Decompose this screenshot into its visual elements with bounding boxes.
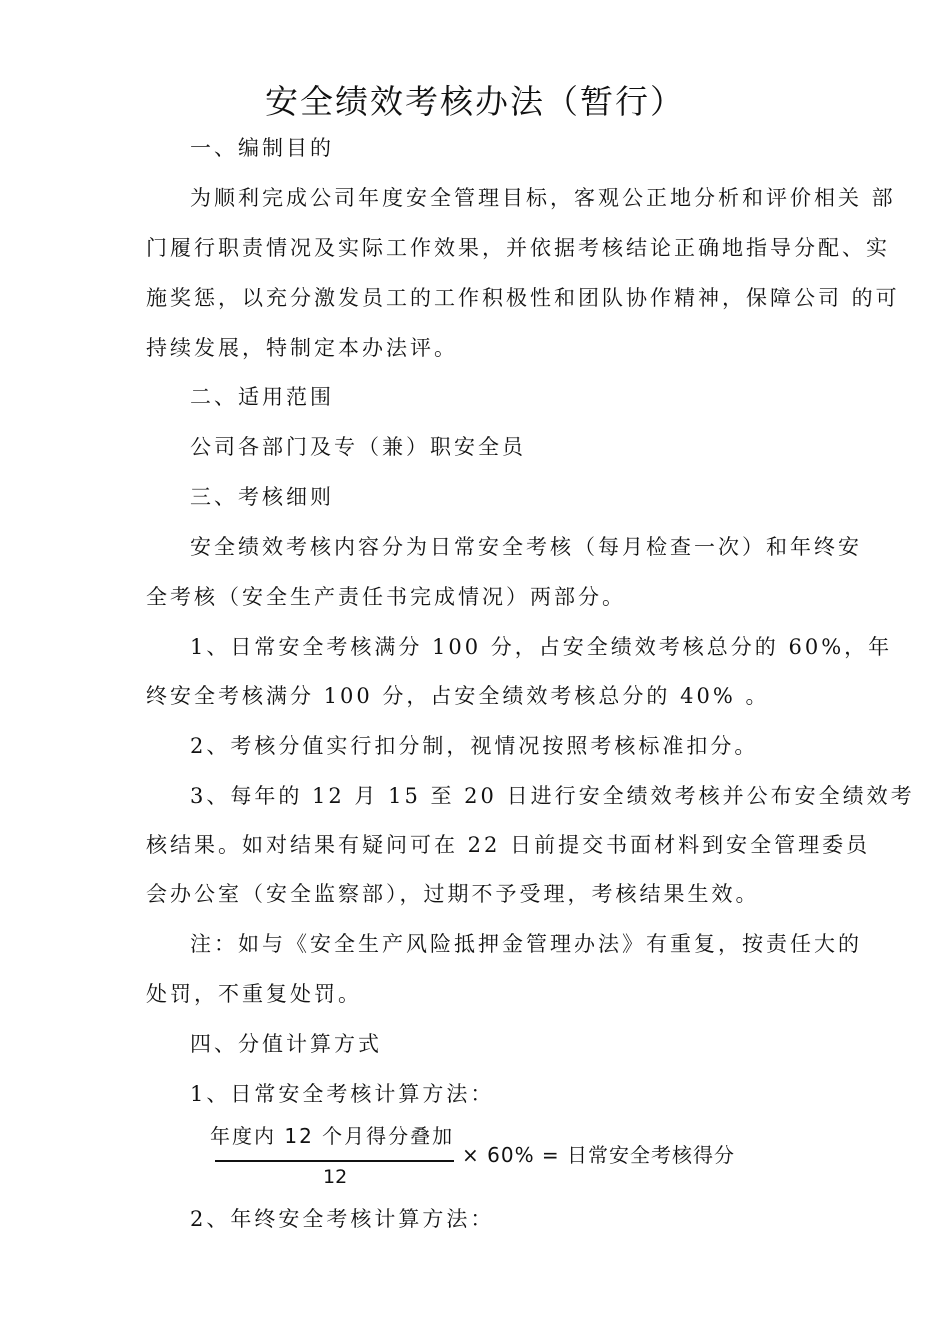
note-line: 注：如与《安全生产风险抵押金管理办法》有重复，按责任大的 <box>190 932 862 956</box>
formula-result: × 60% = 日常安全考核得分 <box>462 1143 736 1167</box>
paragraph-line: 为顺利完成公司年度安全管理目标，客观公正地分析和评价相关 部 <box>190 186 896 210</box>
note-line: 处罚，不重复处罚。 <box>146 982 362 1006</box>
section-heading-rules: 三、考核细则 <box>190 485 334 509</box>
paragraph-line: 门履行职责情况及实际工作效果，并依据考核结论正确地指导分配、实 <box>146 236 890 260</box>
section-heading-calculation: 四、分值计算方式 <box>190 1032 382 1056</box>
paragraph-line: 1、日常安全考核满分 100 分，占安全绩效考核总分的 60%，年 <box>190 635 893 659</box>
paragraph-line: 2、年终安全考核计算方法： <box>190 1207 495 1231</box>
formula-fraction-bar <box>215 1160 454 1162</box>
paragraph-line: 会办公室（安全监察部），过期不予受理，考核结果生效。 <box>146 882 760 906</box>
paragraph-line: 全考核（安全生产责任书完成情况）两部分。 <box>146 585 626 609</box>
paragraph-line: 核结果。如对结果有疑问可在 22 日前提交书面材料到安全管理委员 <box>146 833 871 857</box>
formula-numerator: 年度内 12 个月得分叠加 <box>210 1124 455 1148</box>
paragraph-line: 公司各部门及专（兼）职安全员 <box>190 435 526 459</box>
paragraph-line: 终安全考核满分 100 分，占安全绩效考核总分的 40% 。 <box>146 684 770 708</box>
paragraph-line: 3、每年的 12 月 15 至 20 日进行安全绩效考核并公布安全绩效考 <box>190 784 915 808</box>
paragraph-line: 2、考核分值实行扣分制，视情况按照考核标准扣分。 <box>190 734 759 758</box>
section-heading-purpose: 一、编制目的 <box>190 136 334 160</box>
paragraph-line: 1、日常安全考核计算方法： <box>190 1082 495 1106</box>
paragraph-line: 持续发展，特制定本办法评。 <box>146 336 458 360</box>
document-title: 安全绩效考核办法（暂行） <box>265 82 685 121</box>
paragraph-line: 安全绩效考核内容分为日常安全考核（每月检查一次）和年终安 <box>190 535 862 559</box>
section-heading-scope: 二、适用范围 <box>190 385 334 409</box>
formula-denominator: 12 <box>323 1166 348 1188</box>
paragraph-line: 施奖惩，以充分激发员工的工作积极性和团队协作精神，保障公司 的可 <box>146 286 900 310</box>
